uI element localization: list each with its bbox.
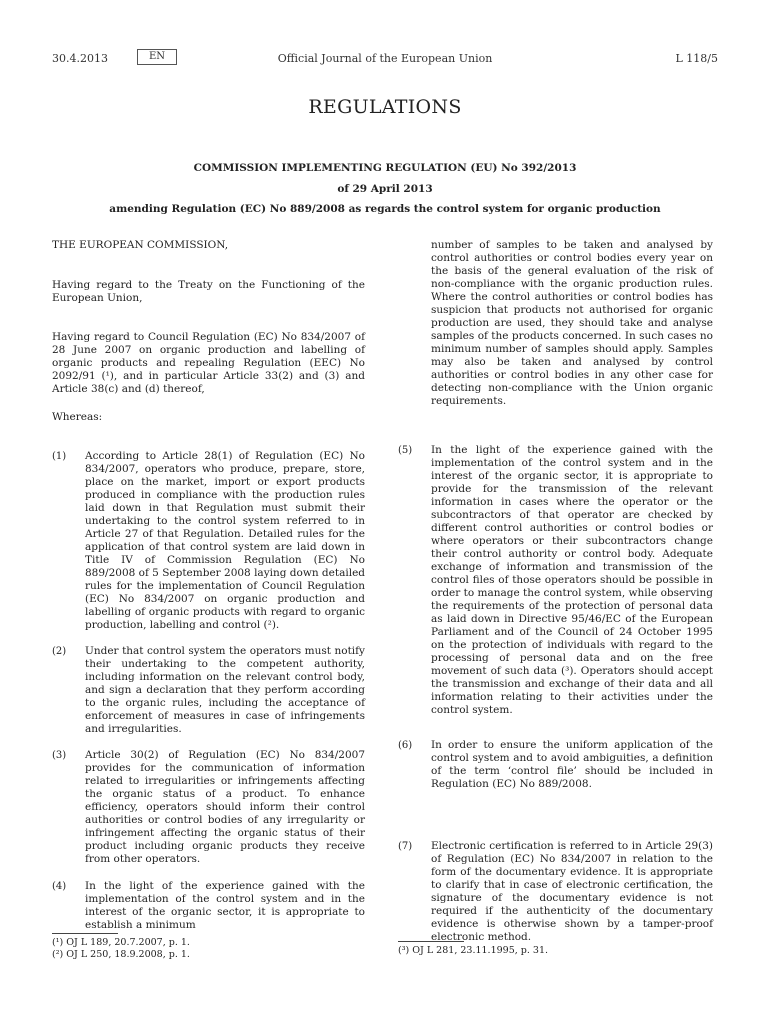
section-title: REGULATIONS xyxy=(308,96,462,118)
recital-4 xyxy=(52,880,365,931)
recital-text: In the light of the experience gained with the implementation of the control system and in the interest of the organic sector, it is appropriate to establish a minimum xyxy=(85,880,365,931)
recital-number: (6) xyxy=(398,740,413,751)
recital-number: (4) xyxy=(52,881,67,892)
preamble-whereas: Whereas: xyxy=(52,411,103,423)
regulation-title: COMMISSION IMPLEMENTING REGULATION (EU) No 392/2013 xyxy=(193,162,577,174)
regulation-subject: amending Regulation (EC) No 889/2008 as regards the control system for organic production xyxy=(109,203,661,215)
recital-number: (3) xyxy=(52,750,67,761)
journal-date: 30.4.2013 xyxy=(52,52,108,65)
recital-number: (5) xyxy=(398,445,413,456)
page-reference: L 118/5 xyxy=(675,52,718,65)
recital-number: (7) xyxy=(398,841,413,852)
recital-1 xyxy=(52,450,365,630)
recital-2 xyxy=(52,645,365,735)
recital-5 xyxy=(398,444,714,716)
recital-text: According to Article 28(1) of Regulation (EC) No 834/2007, operators who produce, prepare, store, place on the market, import or export products produced in compliance with the production rules laid down in that Regulation must submit their undertaking to the control system referred to in Article 27 of that Regulation. Detailed rules for the application of that control system are laid down in Title IV of Commission Regulation (EC) No 889/2008 of 5 September 2008 laying down detailed rules for the implementation of Council Regulation (EC) No 834/2007 on organic production and labelling of organic products with regard to organic production, labelling and control (²). xyxy=(85,450,365,631)
footnote-divider xyxy=(52,933,118,934)
recital-text: Under that control system the operators must notify their undertaking to the competent authority, including information on the relevant control body, and sign a declaration that they perform according to the organic rules, including the acceptance of enforcement of measures in case of infringements and irregularities. xyxy=(85,645,365,735)
preamble-council: Having regard to Council Regulation (EC) No 834/2007 of 28 June 2007 on organic production and labelling of organic products and repealing Regulation (EEC) No 2092/91 (¹), and in particular Article 33(2) and (3) and Article 38(c) and (d) thereof, xyxy=(52,331,365,395)
recital-number: (2) xyxy=(52,646,67,657)
footnote-1: (¹) OJ L 189, 20.7.2007, p. 1. xyxy=(52,937,190,948)
footnote-divider xyxy=(398,941,464,942)
footnote-3: (³) OJ L 281, 23.11.1995, p. 31. xyxy=(398,945,549,956)
recital-4-continued xyxy=(398,239,713,407)
journal-name: Official Journal of the European Union xyxy=(277,52,493,65)
recital-7 xyxy=(398,840,713,943)
preamble-treaty: Having regard to the Treaty on the Functioning of the European Union, xyxy=(52,279,365,304)
recital-text: Electronic certification is referred to in Article 29(3) of Regulation (EC) No 834/2007 in relation to the form of the documentary evidence. It is appropriate to clarify that in case of electronic certification, the signature of the documentary evidence is not required if the authenticity of the documentary evidence is otherwise shown by a tamper-proof electronic method. xyxy=(431,840,713,943)
recital-text: In order to ensure the uniform application of the control system and to avoid ambiguities, a definition of the term ‘control file’ should be included in Regulation (EC) No 889/2008. xyxy=(431,739,713,790)
language-badge: EN xyxy=(137,49,177,65)
recital-text: Article 30(2) of Regulation (EC) No 834/2007 provides for the communication of information related to irregularities or infringements affecting the organic status of a product. To enhance efficiency, operators should inform their control authorities or control bodies of any irregularity or infringement affecting the organic status of their product including organic products they receive from other operators. xyxy=(85,749,365,865)
footnote-2: (²) OJ L 250, 18.9.2008, p. 1. xyxy=(52,949,190,960)
recital-6 xyxy=(398,739,713,799)
regulation-date: of 29 April 2013 xyxy=(337,183,433,195)
recital-number: (1) xyxy=(52,451,67,462)
preamble-commission: THE EUROPEAN COMMISSION, xyxy=(52,239,229,251)
recital-text: In the light of the experience gained with the implementation of the control system and in the interest of the organic sector, it is appropriate to provide for the transmission of the relevant information in cases where the operator or the subcontractors of that operator are checked by different control authorities or control bodies or where operators or their subcontractors change their control authority or control body. Adequate exchange of information and transmission of the control files of those operators should be possible in order to manage the control system, while observing the requirements of the protection of personal data as laid down in Directive 95/46/EC of the European Parliament and of the Council of 24 October 1995 on the protection of individuals with regard to the processing of personal data and on the free movement of such data (³). Operators should accept the transmission and exchange of their data and all information relating to their activities under the control system. xyxy=(431,444,714,716)
recital-3 xyxy=(52,749,365,865)
recital-text: number of samples to be taken and analysed by control authorities or control bodies every year on the basis of the general evaluation of the risk of non-compliance with the organic production rules. Where the control authorities or control bodies has suspicion that products not authorised for organic production are used, they should take and analyse samples of the products concerned. In such cases no minimum number of samples should apply. Samples may also be taken and analysed by control authorities or control bodies in any other case for detecting non-compliance with the Union organic requirements. xyxy=(431,239,713,407)
